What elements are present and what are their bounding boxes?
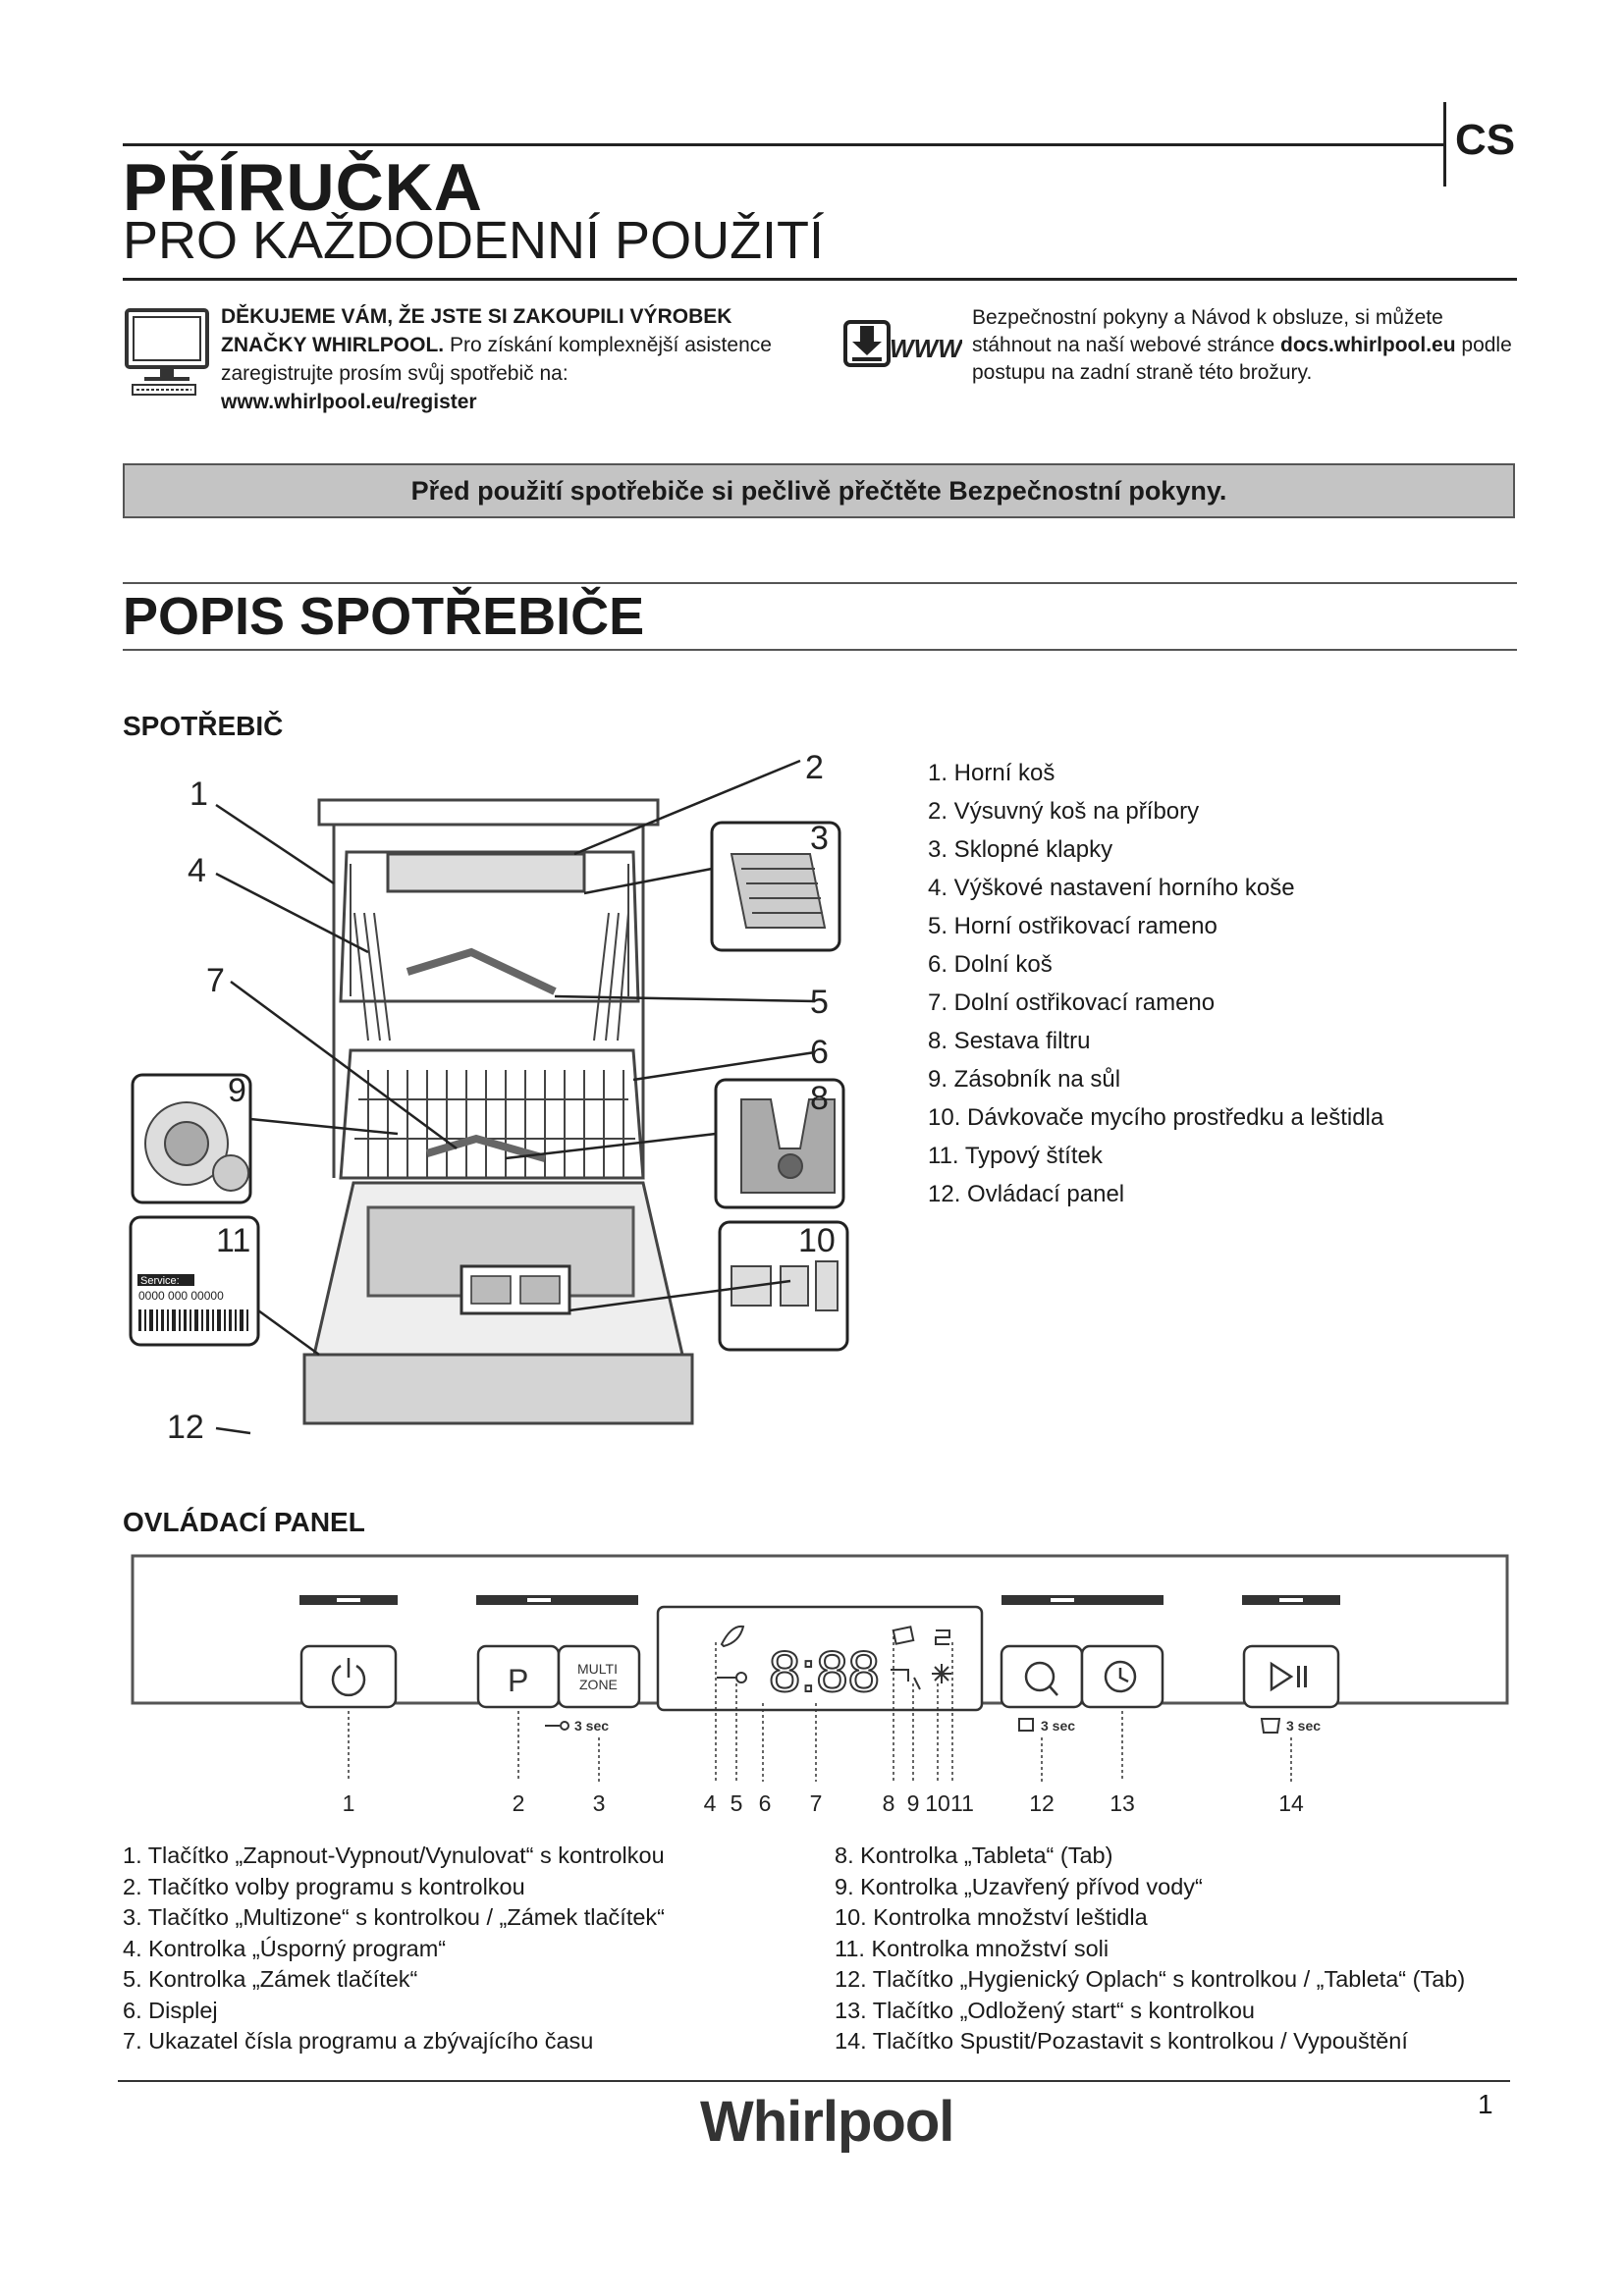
dishwasher-diagram xyxy=(123,746,869,1453)
www-icon-label: WWW xyxy=(890,334,962,363)
appliance-heading: SPOTŘEBIČ xyxy=(123,711,284,741)
list-item: 4. Výškové nastavení horního koše xyxy=(928,875,1295,901)
header-rule xyxy=(123,143,1443,146)
list-item: 5. Kontrolka „Zámek tlačítek“ xyxy=(123,1966,418,1992)
panel-num-1: 1 xyxy=(342,1790,355,1816)
section-title: POPIS SPOTŘEBIČE xyxy=(123,587,645,646)
list-item: 10. Kontrolka množství leštidla xyxy=(835,1904,1148,1930)
list-item: 14. Tlačítko Spustit/Pozastavit s kontrolkou / Vypouštění xyxy=(835,2028,1408,2054)
section-rule-bottom xyxy=(123,649,1517,651)
list-item: 1. Horní koš xyxy=(928,760,1056,786)
list-item: 13. Tlačítko „Odložený start“ s kontrolkou xyxy=(835,1997,1255,2023)
footer-rule xyxy=(118,2080,1510,2082)
list-item: 2. Výsuvný koš na příbory xyxy=(928,798,1200,825)
control-list-left xyxy=(123,1841,665,2057)
panel-num-7: 7 xyxy=(809,1790,823,1816)
display-digits: 8:88 xyxy=(769,1640,880,1704)
download-www-icon xyxy=(842,316,962,373)
callout-5: 5 xyxy=(810,984,829,1021)
panel-num-4: 4 xyxy=(703,1790,717,1816)
callout-9: 9 xyxy=(228,1072,246,1109)
service-number: 0000 000 00000 xyxy=(138,1289,224,1303)
list-item: 8. Sestava filtru xyxy=(928,1028,1091,1054)
panel-num-2: 2 xyxy=(512,1790,525,1816)
list-item: 1. Tlačítko „Zapnout-Vypnout/Vynulovat“ s kontrolkou xyxy=(123,1842,665,1868)
panel-num-3: 3 xyxy=(592,1790,606,1816)
callout-4: 4 xyxy=(188,852,206,889)
callout-12: 12 xyxy=(167,1409,204,1446)
docs-link[interactable]: docs.whirlpool.eu xyxy=(1280,334,1456,356)
cabinet-top xyxy=(319,800,658,825)
hygiene-rinse-button xyxy=(1001,1646,1082,1707)
callout-7: 7 xyxy=(206,962,225,999)
intro-download-text xyxy=(972,304,1522,387)
rinse-aid-icon xyxy=(932,1664,951,1683)
panel-num-14: 14 xyxy=(1278,1790,1304,1816)
callout-6: 6 xyxy=(810,1034,829,1071)
multizone-hold-label: 3 sec xyxy=(574,1718,610,1734)
callout-2: 2 xyxy=(805,749,824,786)
title-rule xyxy=(123,278,1517,281)
control-panel-heading: OVLÁDACÍ PANEL xyxy=(123,1507,365,1537)
panel-num-12: 12 xyxy=(1029,1790,1055,1816)
control-panel-diagram xyxy=(123,1546,1522,1831)
page-number: 1 xyxy=(1478,2089,1493,2119)
list-item: 12. Ovládací panel xyxy=(928,1181,1125,1207)
control-list-right xyxy=(835,1841,1465,2057)
list-item: 9. Zásobník na sůl xyxy=(928,1066,1121,1093)
callout-11: 11 xyxy=(216,1222,251,1259)
panel-num-13: 13 xyxy=(1110,1790,1135,1816)
cutlery-tray xyxy=(388,854,584,891)
service-label: Service: xyxy=(140,1275,180,1287)
section-rule-top xyxy=(123,582,1517,584)
page-subtitle: PRO KAŽDODENNÍ POUŽITÍ xyxy=(123,211,825,270)
list-item: 9. Kontrolka „Uzavřený přívod vody“ xyxy=(835,1873,1203,1899)
list-item: 3. Sklopné klapky xyxy=(928,836,1113,863)
panel-num-5: 5 xyxy=(730,1790,743,1816)
list-item: 7. Ukazatel čísla programu a zbývajícího času xyxy=(123,2028,594,2054)
program-button-label: P xyxy=(508,1663,529,1698)
list-item: 10. Dávkovače mycího prostředku a leštidla xyxy=(928,1104,1384,1131)
list-item: 8. Kontrolka „Tableta“ (Tab) xyxy=(835,1842,1113,1868)
list-item: 7. Dolní ostřikovací rameno xyxy=(928,989,1216,1016)
list-item: 11. Kontrolka množství soli xyxy=(835,1935,1110,1961)
list-item: 6. Displej xyxy=(123,1997,218,2023)
upper-spray-arm xyxy=(407,952,555,991)
callout-10: 10 xyxy=(798,1222,836,1259)
list-item: 5. Horní ostřikovací rameno xyxy=(928,913,1218,939)
intro-registration-text xyxy=(221,302,810,416)
parts-list xyxy=(928,754,1383,1213)
tablet-hold-label: 3 sec xyxy=(1041,1718,1076,1734)
multizone-label-1: MULTI xyxy=(577,1661,618,1677)
safety-warning-bar: Před použití spotřebiče si pečlivě přečtěte Bezpečnostní pokyny. xyxy=(123,463,1515,518)
panel-num-11: 11 xyxy=(950,1790,974,1816)
drain-hold-label: 3 sec xyxy=(1286,1718,1322,1734)
list-item: 12. Tlačítko „Hygienický Oplach“ s kontrolkou / „Tableta“ (Tab) xyxy=(835,1966,1466,1992)
tablet-small-icon xyxy=(1019,1719,1033,1731)
intro-thanks: DĚKUJEME VÁM, ŽE JSTE SI ZAKOUPILI VÝROBEK ZNAČKY WHIRLPOOL. xyxy=(221,305,732,356)
list-item: 2. Tlačítko volby programu s kontrolkou xyxy=(123,1873,525,1899)
language-divider xyxy=(1443,102,1446,187)
delay-start-button xyxy=(1082,1646,1163,1707)
list-item: 11. Typový štítek xyxy=(928,1143,1103,1169)
panel-num-6: 6 xyxy=(758,1790,772,1816)
lower-basket xyxy=(341,1050,643,1178)
callout-1: 1 xyxy=(189,775,208,813)
download-text-2: podle postupu na zadní straně této brožury. xyxy=(972,334,1512,384)
page-title: PŘÍRUČKA xyxy=(123,150,483,225)
drain-icon xyxy=(1262,1719,1279,1733)
callout-8: 8 xyxy=(810,1080,829,1117)
computer-icon xyxy=(123,306,211,400)
indicator-bar-2 xyxy=(476,1595,638,1605)
panel-num-10: 10 xyxy=(925,1790,950,1816)
list-item: 3. Tlačítko „Multizone“ s kontrolkou / „Zámek tlačítek“ xyxy=(123,1904,665,1930)
list-item: 4. Kontrolka „Úsporný program“ xyxy=(123,1935,447,1961)
language-code: CS xyxy=(1455,116,1516,164)
panel-num-9: 9 xyxy=(906,1790,920,1816)
control-panel-strip xyxy=(304,1355,692,1423)
brand-logo: Whirlpool xyxy=(700,2090,954,2154)
multizone-label-2: ZONE xyxy=(579,1677,618,1692)
download-text-1: Bezpečnostní pokyny a Návod k obsluze, si můžete stáhnout na naší webové stránce xyxy=(972,306,1443,356)
list-item: 6. Dolní koš xyxy=(928,951,1053,978)
key-small-icon xyxy=(545,1722,568,1730)
indicator-bar-3 xyxy=(1001,1595,1164,1605)
callout-3: 3 xyxy=(810,820,829,857)
intro-assist: Pro získání komplexnější asistence zaregistrujte prosím svůj spotřebič na: xyxy=(221,334,772,385)
register-link[interactable]: www.whirlpool.eu/register xyxy=(221,391,477,413)
panel-num-8: 8 xyxy=(882,1790,895,1816)
